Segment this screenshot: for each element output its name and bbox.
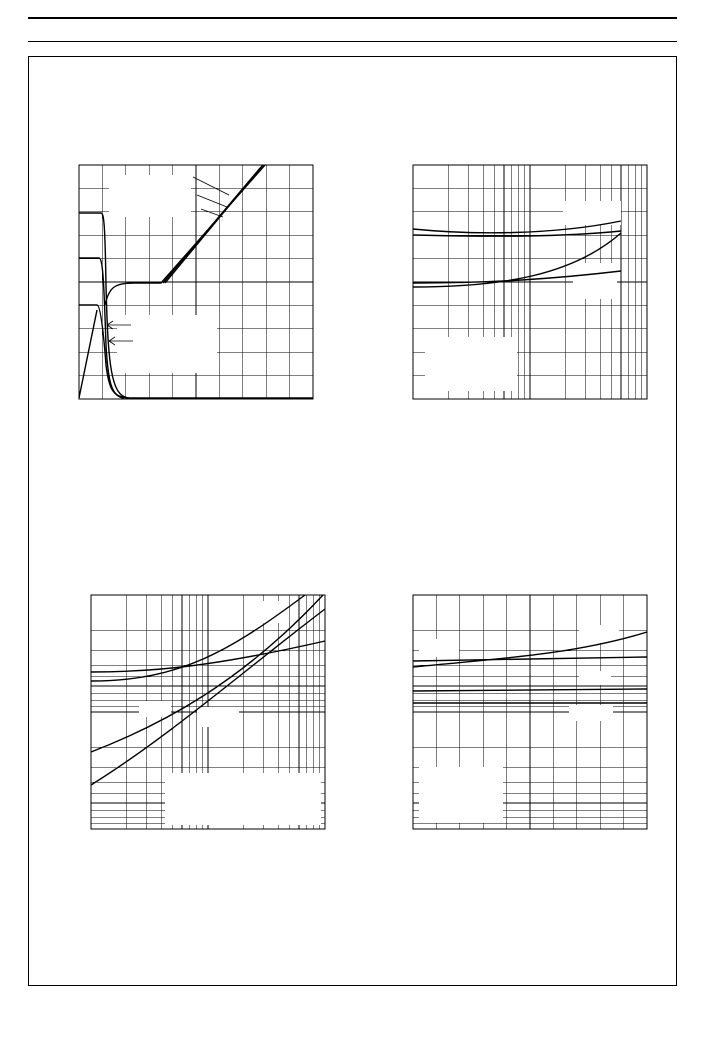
chart-4 [413, 595, 647, 829]
header-rule [28, 41, 677, 42]
chart-1-label-box [109, 175, 191, 217]
chart-2-label-box-3 [425, 337, 517, 391]
chart-1-curve-4 [79, 310, 97, 398]
chart-1-label-box-2 [117, 315, 217, 373]
chart-4-curve-3 [413, 689, 647, 691]
chart-4-label-box-3 [579, 671, 611, 685]
chart-2-label-box-2 [573, 263, 617, 299]
chart-1 [79, 165, 313, 399]
chart-3 [91, 595, 325, 829]
chart-4-label-box-2 [579, 625, 619, 643]
chart-4-label-box-5 [419, 767, 503, 823]
chart-1-pointer-2 [197, 195, 227, 207]
top-rule [28, 17, 677, 19]
chart-2 [413, 165, 647, 399]
chart-3-label-box-2 [139, 701, 171, 717]
chart-3-label-box-4 [165, 773, 321, 825]
chart-1-pointer-1 [193, 177, 229, 195]
chart-4-label-box-4 [569, 705, 613, 721]
chart-3-label-box-3 [197, 707, 239, 727]
chart-4-label-box [419, 639, 459, 657]
chart-2-label-box [563, 201, 621, 225]
